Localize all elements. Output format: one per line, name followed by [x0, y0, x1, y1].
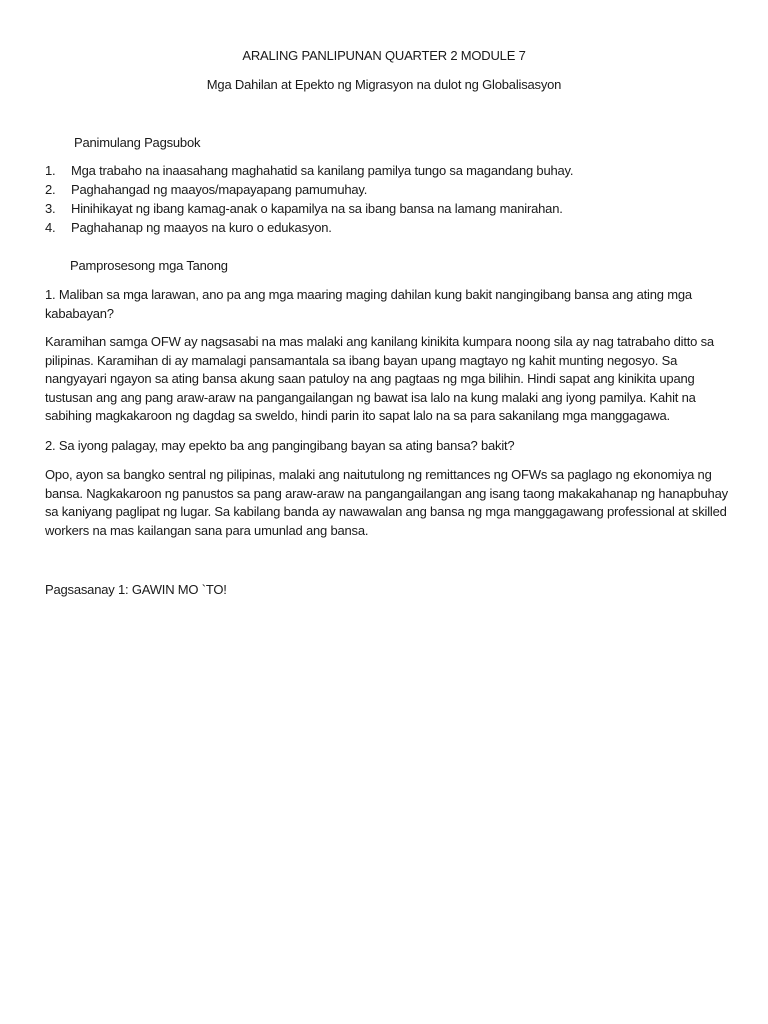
answer-1-line: Karamihan samga OFW ay nagsasabi na mas malaki ang kanilang kinikita kumpara noong sila ay nag tatrabaho ditto sa [45, 334, 714, 349]
question-1-line: kababayan? [45, 305, 114, 321]
list-item [45, 220, 573, 239]
list-item-text: Hinihikayat ng ibang kamag-anak o kapamilya na sa ibang bansa na lamang manirahan. [71, 201, 563, 216]
question-2 [45, 437, 735, 456]
document-subtitle: Mga Dahilan at Epekto ng Migrasyon na dulot ng Globalisasyon [206, 77, 562, 92]
answer-2-line: workers na mas kailangan sana para umunlad ang bansa. [45, 522, 369, 538]
answer-1-line: nangyayari ngayon sa ating bansa akung saan patuloy na ang pagtaas ng mga bilihin. Hindi sapat ang kinikita upang [45, 371, 695, 386]
list-item-text: Paghahanap ng maayos na kuro o edukasyon. [71, 220, 332, 235]
answer-1-line: sabihing magkakaroon ng dagdag sa sweldo, hindi parin ito sapat lalo na sa para sakanilang mga manggagawa. [45, 408, 670, 423]
list-item-text: Mga trabaho na inaasahang maghahatid sa kanilang pamilya tungo sa magandang buhay. [71, 163, 574, 178]
answer-2-line: bansa. Nagkakaroon ng panustos sa pang araw-araw na pangangailangan ang isang taong makakahanap ng hanapbuhay [45, 485, 728, 501]
answer-2 [45, 466, 735, 540]
section-heading-pagsasanay: Pagsasanay 1: GAWIN MO `TO! [45, 582, 227, 597]
list-item [45, 163, 573, 182]
list-item-number: 1. [45, 163, 56, 178]
list-item [45, 201, 573, 220]
question-1-line: 1. Maliban sa mga larawan, ano pa ang mga maaring maging dahilan kung bakit nangingibang bansa ang ating mga [45, 287, 692, 302]
panimula-list [45, 163, 573, 239]
question-1 [45, 286, 735, 323]
list-item-text: Paghahangad ng maayos/mapayapang pamumuhay. [71, 182, 368, 197]
answer-2-line: Opo, ayon sa bangko sentral ng pilipinas, malaki ang naitutulong ng remittances ng OFWs sa paglago ng ekonomiya ng [45, 467, 712, 482]
section-heading-panimula: Panimulang Pagsubok [74, 135, 201, 150]
answer-2-line: sa kaniyang paglipat ng lugar. Sa kabilang banda ay nawawalan ang bansa ng mga manggagawang professional at skilled [45, 504, 727, 519]
list-item-number: 3. [45, 201, 56, 216]
answer-1-line: tustusan ang ang pang araw-araw na pangangailangan ng bawat isa lalo na kung malaki ang iyong pamilya. Kahit na [45, 389, 696, 405]
list-item-number: 4. [45, 220, 56, 235]
document-title: ARALING PANLIPUNAN QUARTER 2 MODULE 7 [242, 48, 526, 63]
list-item [45, 182, 573, 201]
answer-1 [45, 333, 735, 426]
section-heading-pamproseso: Pamprosesong mga Tanong [70, 258, 228, 273]
answer-1-line: pilipinas. Karamihan di ay mamalagi pansamantala sa ibang bayan upang magtayo ng kahit munting negosyo. Sa [45, 352, 678, 368]
list-item-number: 2. [45, 182, 56, 197]
question-2-line: 2. Sa iyong palagay, may epekto ba ang pangingibang bayan sa ating bansa? bakit? [45, 438, 515, 453]
